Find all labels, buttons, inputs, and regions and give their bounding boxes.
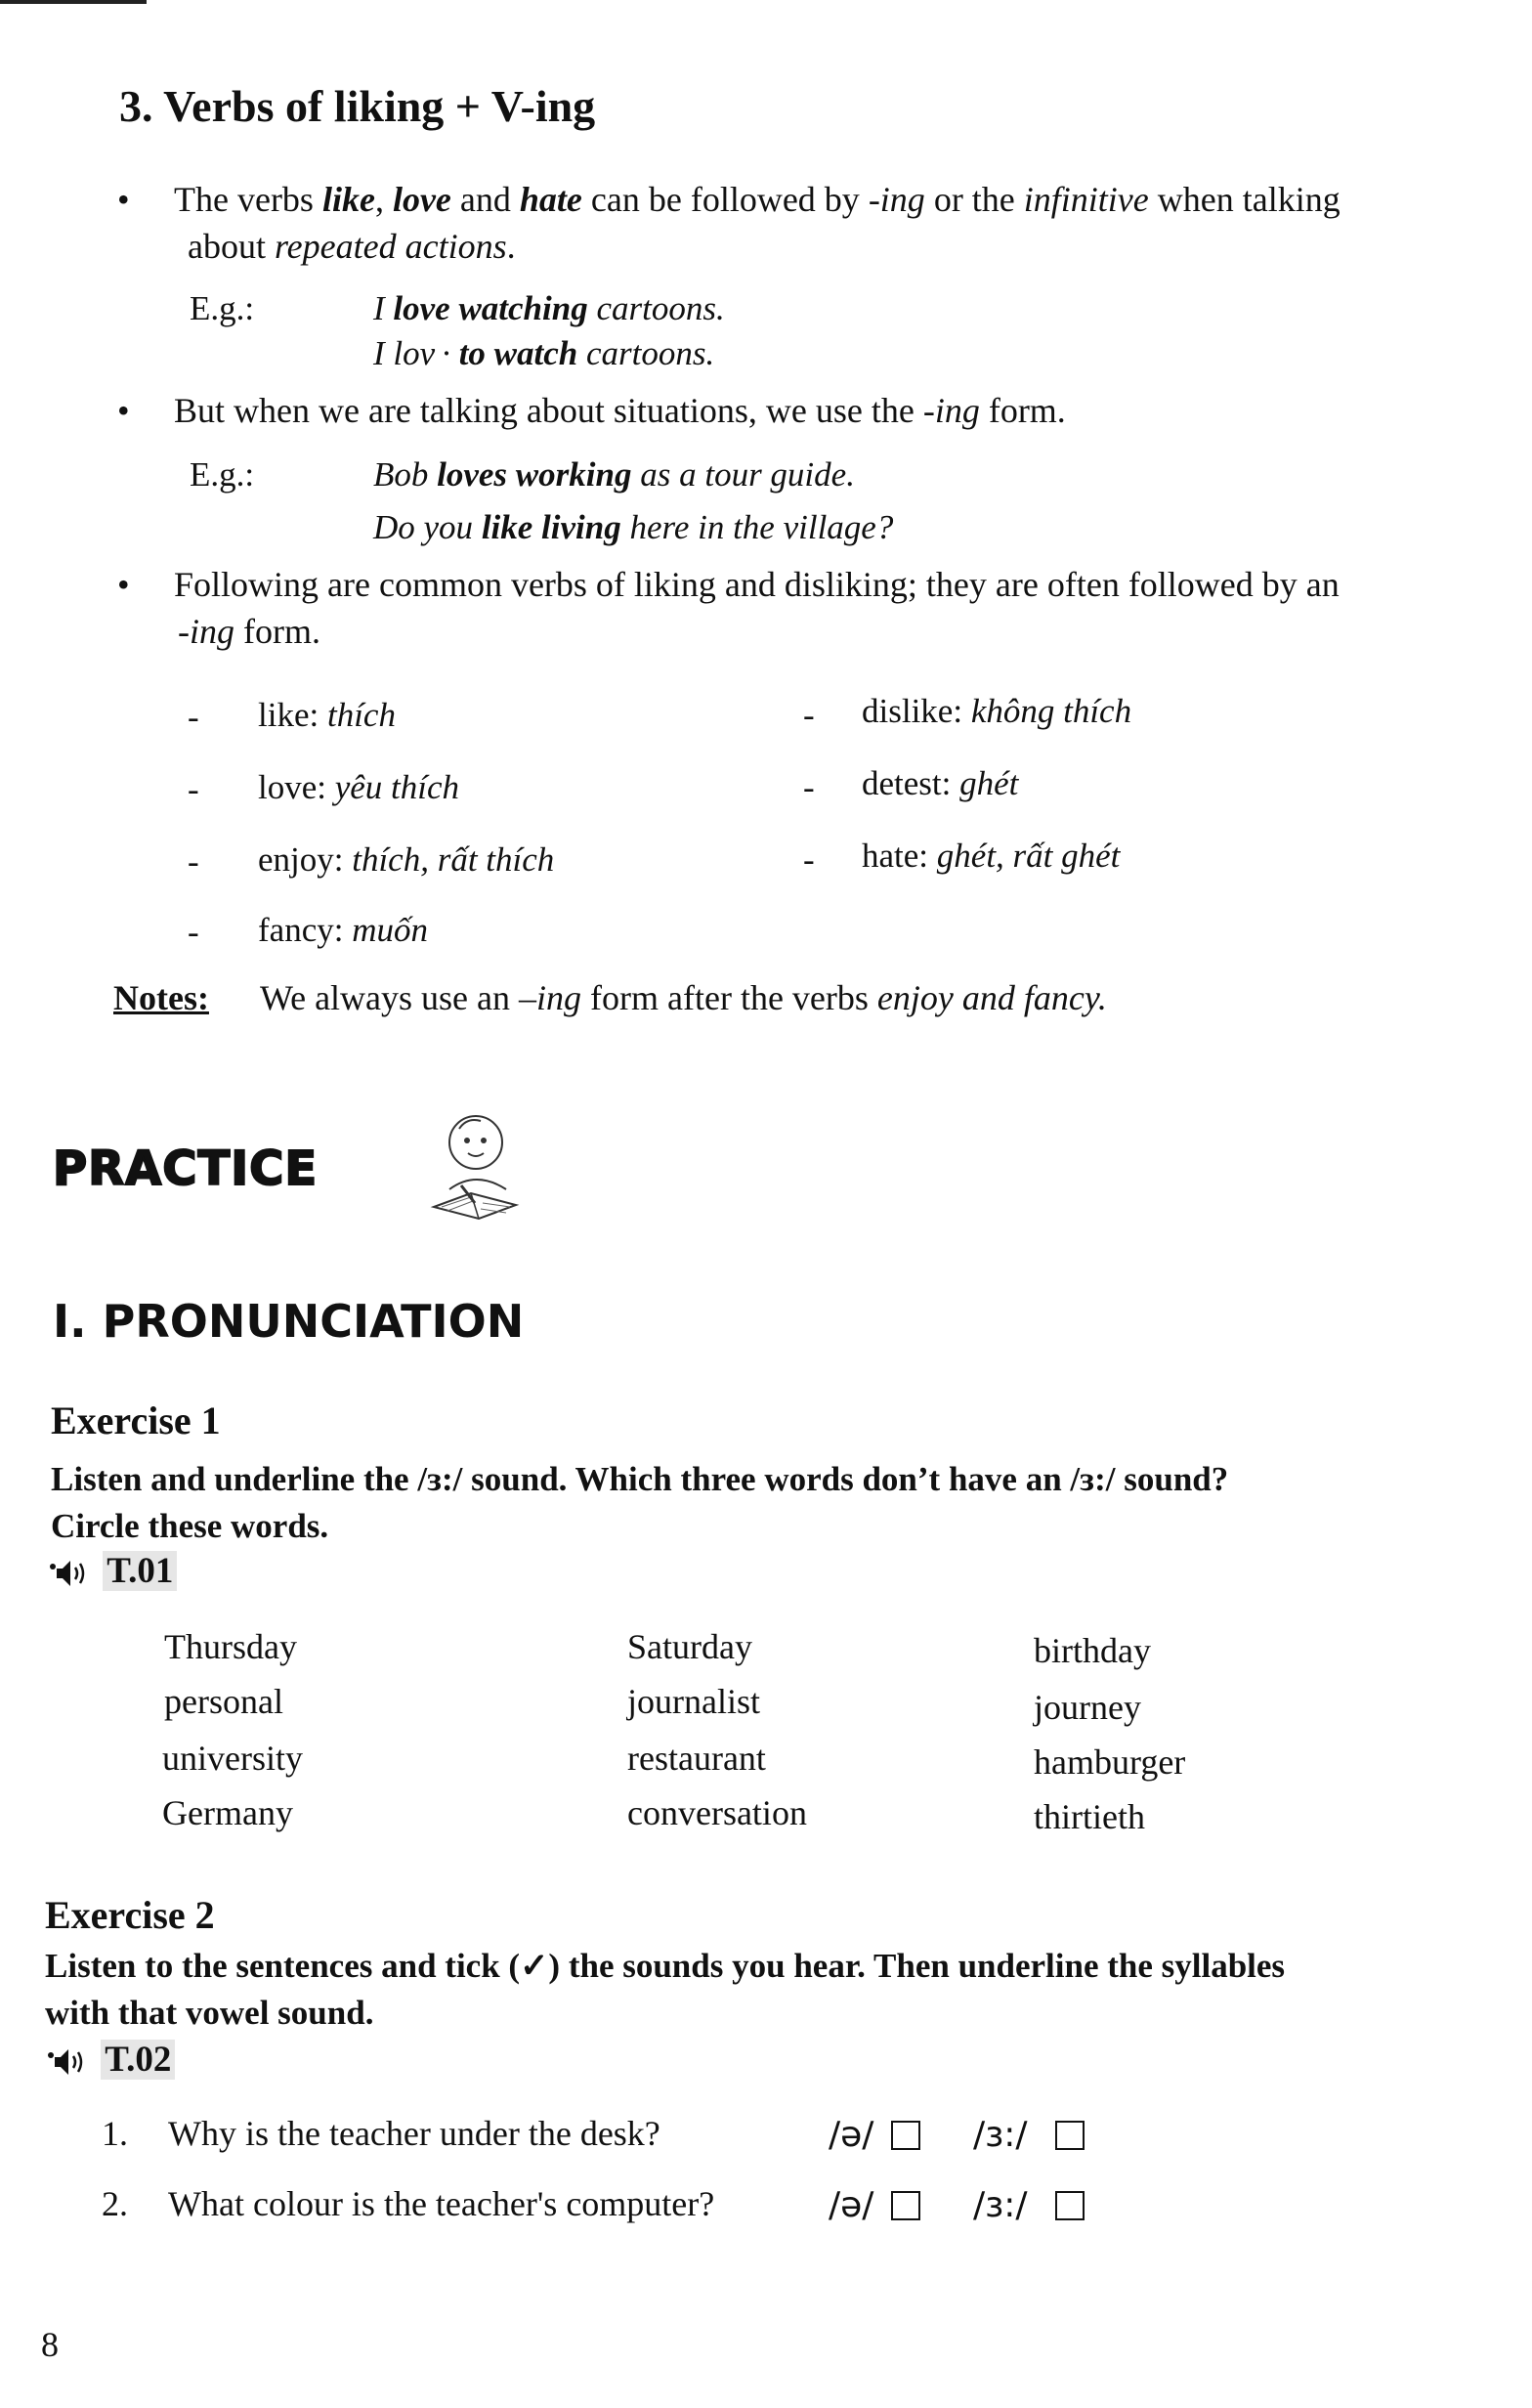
bullet-text: The verbs like, love and hate can be followed by -ing or the infinitive when talking [174, 180, 1340, 219]
word-item: Thursday [164, 1627, 297, 1666]
bullet-text-line2: about repeated actions. [188, 227, 516, 266]
sound-option-er: /ɜ:/ [973, 2185, 1028, 2225]
sound-option-schwa: /ə/ [829, 2185, 874, 2225]
grammar-heading: 3. Verbs of liking + V-ing [119, 81, 596, 131]
list-dash: - [803, 696, 815, 734]
sound-option-er: /ɜ:/ [973, 2115, 1028, 2155]
item-number: 2. [102, 2184, 128, 2223]
section-heading: I. PRONUNCIATION [53, 1295, 525, 1348]
grammar-notes [113, 977, 1107, 1018]
item-sentence: What colour is the teacher's computer? [168, 2184, 715, 2223]
example-line: I love watching cartoons. [373, 289, 725, 327]
verb-item-like: like: thích [258, 696, 396, 734]
word-item: journalist [627, 1682, 760, 1721]
audio-track-1[interactable] [47, 1550, 177, 1592]
list-dash: - [188, 770, 199, 808]
tick-box-er[interactable] [1055, 2121, 1085, 2150]
bullet-text-line2: -ing form. [178, 612, 320, 651]
word-item: conversation [627, 1793, 807, 1832]
example-line: Bob loves working as a tour guide. [373, 455, 855, 494]
sound-option-schwa: /ə/ [829, 2115, 874, 2155]
bullet-dot: • [117, 391, 130, 430]
tick-box-schwa[interactable] [891, 2121, 920, 2150]
speaker-icon [45, 2045, 92, 2081]
exercise-2-title: Exercise 2 [45, 1893, 215, 1937]
list-dash: - [188, 698, 199, 736]
word-item: Saturday [627, 1627, 752, 1666]
verb-item-dislike: dislike: không thích [862, 692, 1132, 730]
example-line: I lov · to watch cartoons. [373, 334, 715, 372]
exercise-1-instructions: Listen and underline the /ɜ:/ sound. Which three words don’t have an /ɜ:/ sound? Circle these words. [51, 1460, 1229, 1545]
list-dash: - [188, 913, 199, 951]
track-code: T.02 [101, 2040, 175, 2080]
notes-label: Notes: [113, 978, 209, 1017]
eg-label: E.g.: [190, 455, 255, 494]
item-sentence: Why is the teacher under the desk? [168, 2114, 660, 2153]
exercise-1-title: Exercise 1 [51, 1398, 221, 1442]
word-item: personal [164, 1682, 283, 1721]
example-line: Do you like living here in the village? [373, 508, 894, 546]
word-item: hamburger [1034, 1742, 1186, 1782]
word-item: thirtieth [1034, 1797, 1145, 1836]
bullet-text: But when we are talking about situations, we use the -ing form. [174, 391, 1066, 430]
track-code: T.01 [103, 1551, 177, 1591]
word-item: university [162, 1739, 303, 1778]
verb-item-detest: detest: ghét [862, 764, 1019, 802]
tick-box-schwa[interactable] [891, 2191, 920, 2220]
speaker-icon [47, 1557, 94, 1592]
notes-text: We always use an –ing form after the verbs enjoy and fancy. [260, 978, 1107, 1017]
exercise-2-instructions: Listen to the sentences and tick (✓) the sounds you hear. Then underline the syllables with that vowel sound. [45, 1947, 1286, 2032]
verb-item-hate: hate: ghét, rất ghét [862, 837, 1121, 875]
child-reading-illustration [422, 1109, 530, 1226]
word-item: Germany [162, 1793, 293, 1832]
page-number: 8 [41, 2325, 59, 2364]
list-dash: - [803, 768, 815, 806]
bullet-dot: • [117, 565, 130, 604]
audio-track-2[interactable] [45, 2039, 175, 2081]
list-dash: - [803, 840, 815, 879]
word-item: journey [1034, 1688, 1141, 1727]
word-item: birthday [1034, 1631, 1151, 1670]
eg-label: E.g.: [190, 289, 255, 327]
tick-box-er[interactable] [1055, 2191, 1085, 2220]
list-dash: - [188, 842, 199, 881]
verb-item-fancy: fancy: muốn [258, 911, 428, 949]
item-number: 1. [102, 2114, 128, 2153]
bullet-dot: • [117, 180, 130, 219]
practice-title: PRACTICE [53, 1141, 319, 1196]
bullet-text: Following are common verbs of liking and disliking; they are often followed by an [174, 565, 1340, 604]
verb-item-enjoy: enjoy: thích, rất thích [258, 840, 555, 879]
verb-item-love: love: yêu thích [258, 768, 460, 806]
word-item: restaurant [627, 1739, 766, 1778]
